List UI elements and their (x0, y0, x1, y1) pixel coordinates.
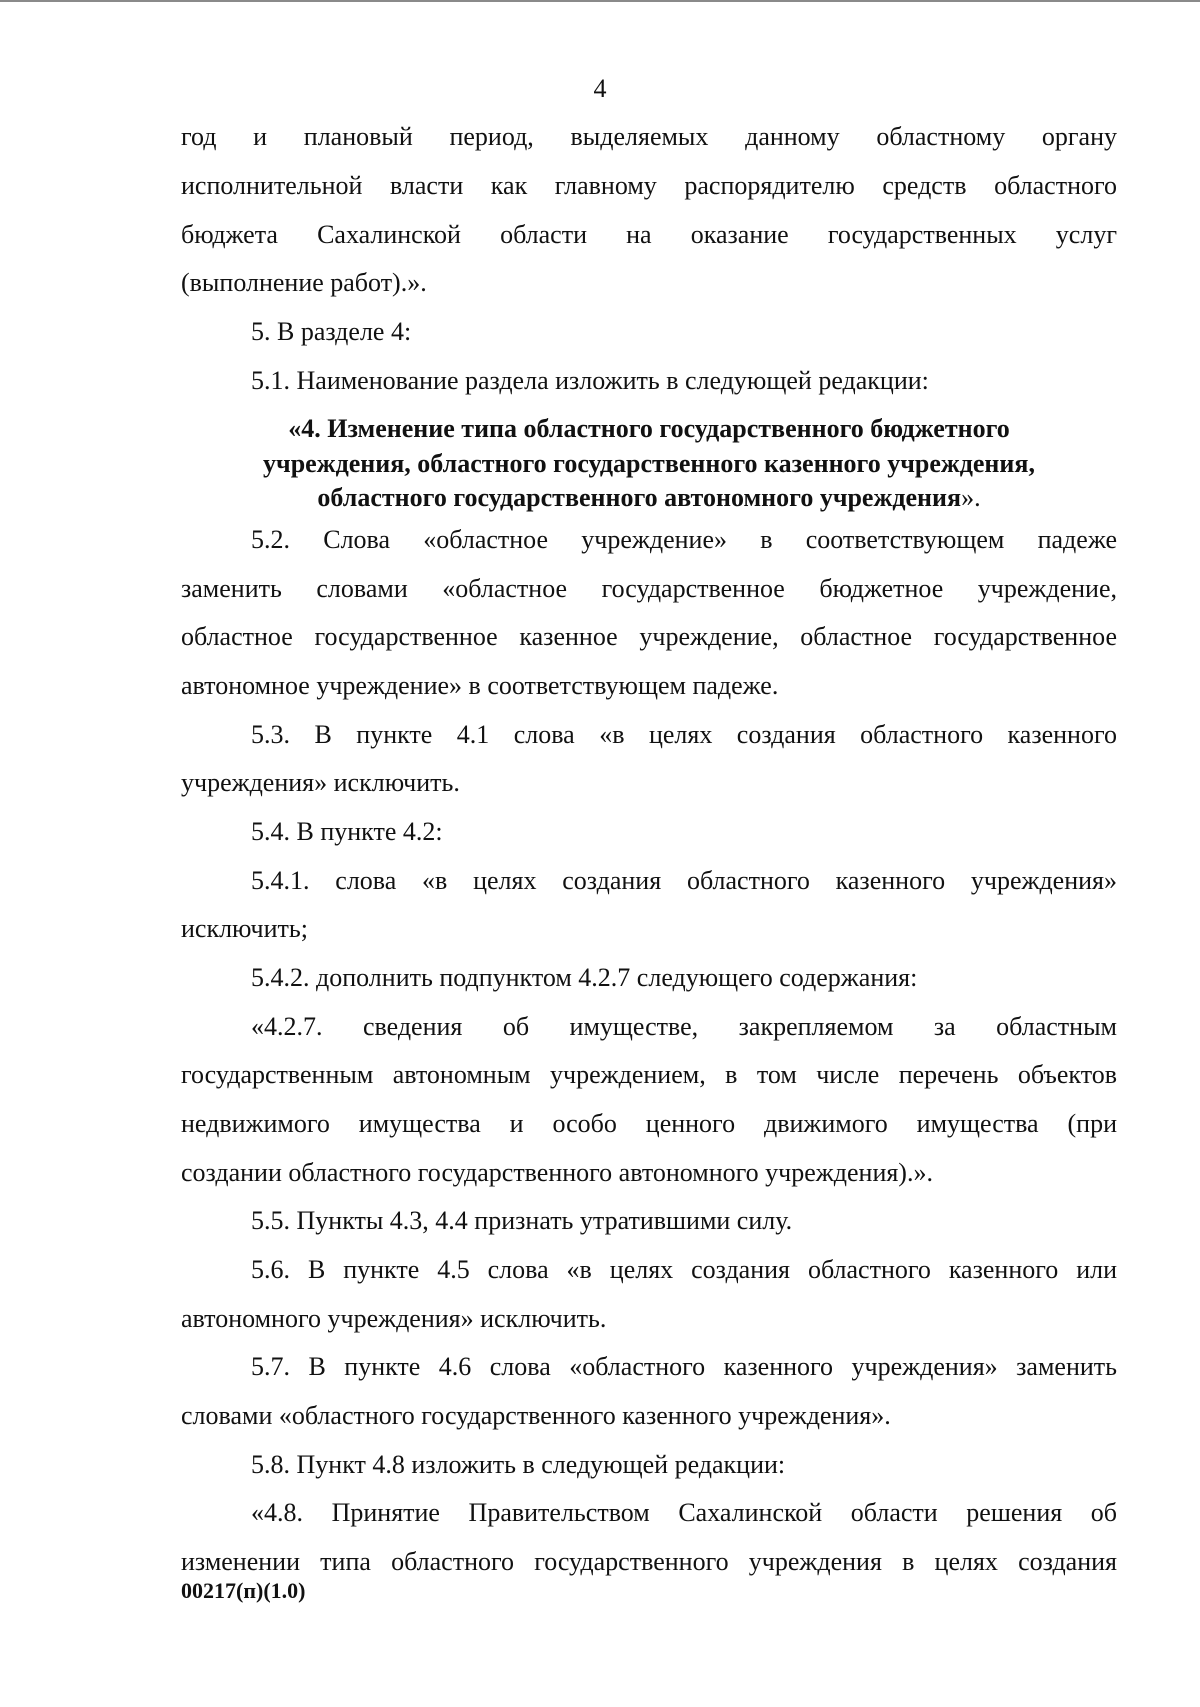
closing-quote: ». (961, 483, 981, 512)
scan-edge (0, 0, 1200, 2)
page-number: 4 (593, 74, 607, 103)
paragraph-line: «4.8. Принятие Правительством Сахалинской области решения об (251, 1498, 1117, 1527)
paragraph-line: 5.2. Слова «областное учреждение» в соответствующем падеже (251, 525, 1117, 554)
paragraph-line: (выполнение работ).». (181, 268, 427, 297)
paragraph-line: государственным автономным учреждением, в том числе перечень объектов (181, 1060, 1117, 1089)
paragraph-line: 5.6. В пункте 4.5 слова «в целях создания областного казенного или (251, 1255, 1117, 1284)
paragraph-line: автономное учреждение» в соответствующем падеже. (181, 671, 779, 700)
paragraph-line: недвижимого имущества и особо ценного движимого имущества (при (181, 1109, 1117, 1138)
paragraph-line: бюджета Сахалинской области на оказание государственных услуг (181, 220, 1117, 249)
paragraph-line: 5. В разделе 4: (251, 317, 412, 346)
paragraph-line: изменении типа областного государственного учреждения в целях создания (181, 1547, 1117, 1576)
section-heading-line: «4. Изменение типа областного государственного бюджетного (288, 414, 1010, 443)
paragraph-line: заменить словами «областное государственное бюджетное учреждение, (181, 574, 1117, 603)
paragraph-line: 5.7. В пункте 4.6 слова «областного казенного учреждения» заменить (251, 1352, 1117, 1381)
section-heading-line: учреждения, областного государственного казенного учреждения, (263, 449, 1035, 478)
paragraph-line: «4.2.7. сведения об имуществе, закрепляемом за областным (251, 1012, 1117, 1041)
paragraph-line: 5.1. Наименование раздела изложить в следующей редакции: (251, 366, 929, 395)
section-heading-text: областного государственного автономного учреждения (317, 483, 962, 512)
paragraph-line: создании областного государственного автономного учреждения).». (181, 1158, 933, 1187)
paragraph-line: год и плановый период, выделяемых данному областному органу (181, 122, 1117, 151)
paragraph-line: 5.8. Пункт 4.8 изложить в следующей редакции: (251, 1450, 786, 1479)
paragraph-line: 5.3. В пункте 4.1 слова «в целях создания областного казенного (251, 720, 1117, 749)
paragraph-line: исключить; (181, 914, 308, 943)
section-heading-line (181, 483, 1117, 513)
paragraph-line: учреждения» исключить. (181, 768, 460, 797)
paragraph-line: исполнительной власти как главному распорядителю средств областного (181, 171, 1117, 200)
paragraph-line: 5.5. Пункты 4.3, 4.4 признать утратившими силу. (251, 1206, 793, 1235)
document-code: 00217(п)(1.0) (181, 1578, 306, 1603)
paragraph-line: словами «областного государственного казенного учреждения». (181, 1401, 891, 1430)
paragraph-line: 5.4.2. дополнить подпунктом 4.2.7 следующего содержания: (251, 963, 918, 992)
paragraph-line: областное государственное казенное учреждение, областное государственное (181, 622, 1117, 651)
paragraph-line: автономного учреждения» исключить. (181, 1304, 607, 1333)
paragraph-line: 5.4. В пункте 4.2: (251, 817, 443, 846)
paragraph-line: 5.4.1. слова «в целях создания областного казенного учреждения» (251, 866, 1117, 895)
